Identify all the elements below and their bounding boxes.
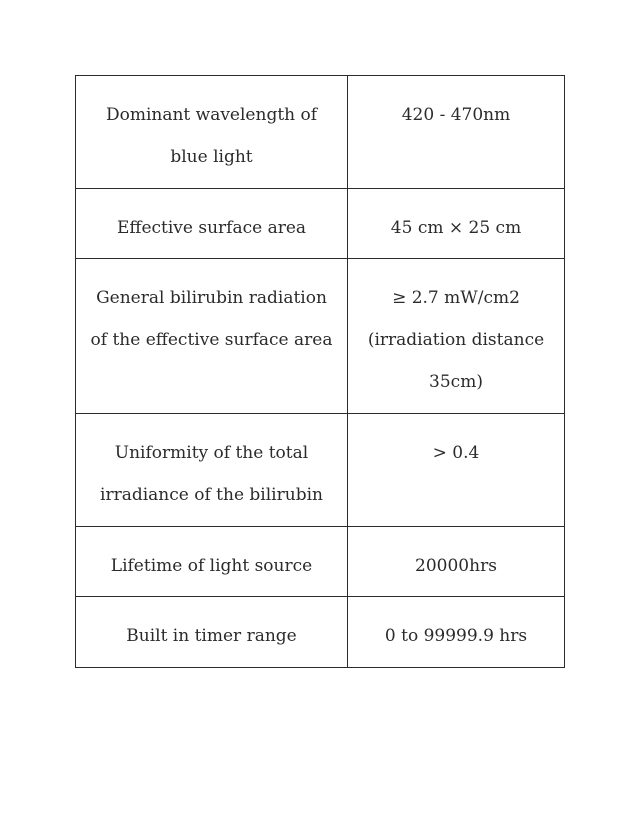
parameter-cell: Built in timer range [76,597,348,668]
parameter-cell: Uniformity of the total irradiance of the bilirubin [76,414,348,527]
parameter-cell: General bilirubin radiation of the effective surface area [76,259,348,414]
table-row [76,259,565,414]
value-cell: 45 cm × 25 cm [348,189,565,259]
table-row [76,189,565,259]
parameter-cell: Lifetime of light source [76,527,348,597]
value-cell: 420 - 470nm [348,76,565,189]
parameter-cell: Effective surface area [76,189,348,259]
value-cell: 20000hrs [348,527,565,597]
specification-table [75,75,565,668]
table-row [76,414,565,527]
value-cell: > 0.4 [348,414,565,527]
table-row [76,597,565,668]
value-cell: 0 to 99999.9 hrs [348,597,565,668]
table-row [76,76,565,189]
value-cell: ≥ 2.7 mW/cm2 (irradiation distance 35cm) [348,259,565,414]
table-row [76,527,565,597]
parameter-cell: Dominant wavelength of blue light [76,76,348,189]
